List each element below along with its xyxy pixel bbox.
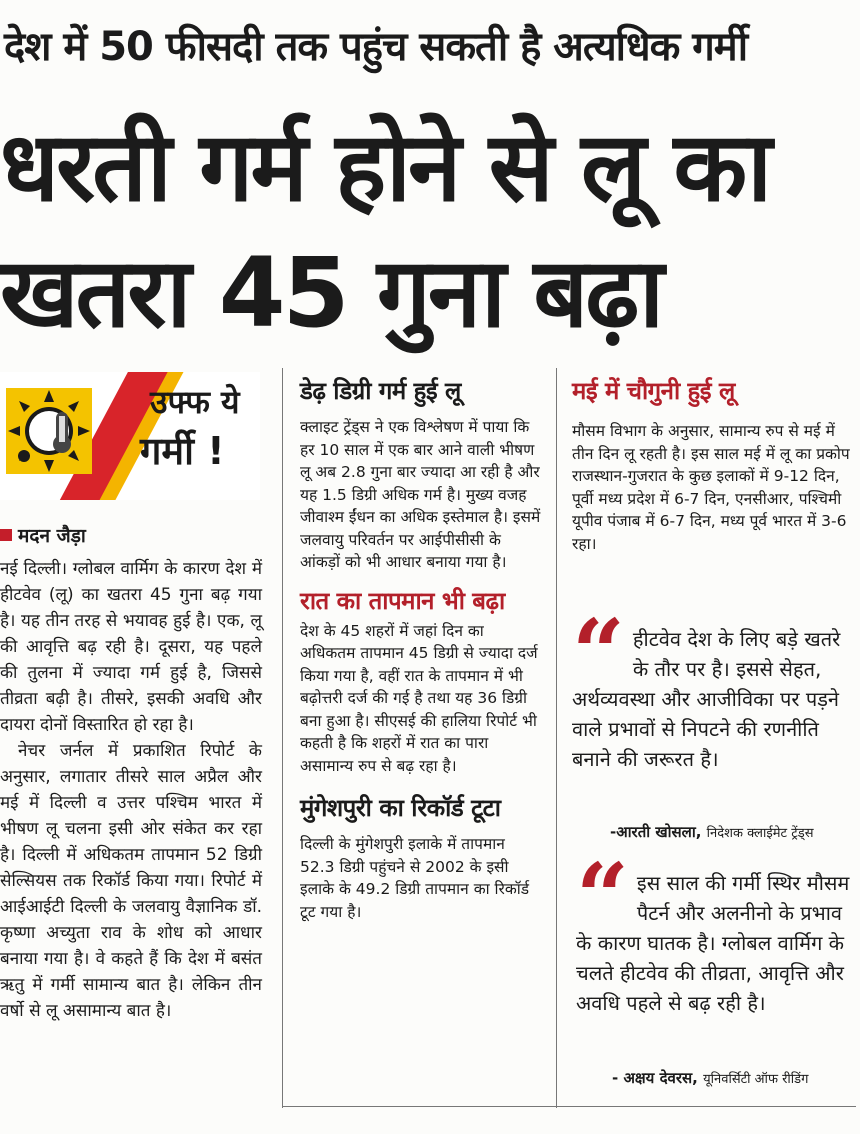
column-3-text: मौसम विभाग के अनुसार, सामान्य रुप से मई में तीन दिन लू रहती है। इस साल मई में लू का प्रकोप राजस्थान-गुजरात के कुछ इलाकों में 9-12 दिन, पूर्वी मध्य प्रदेश में 6-7 दिन, एनसीआर, पश्चिमी यूपीव पंजाब में 6-7 दिन, मध्य पूर्व भारत में 3-6 रहा।: [572, 422, 850, 553]
logo-text-line-2: गर्मी !: [140, 429, 225, 473]
section-heading-3: मुंगेशपुरी का रिकॉर्ड टूटा: [300, 794, 501, 822]
section-heading-2: रात का तापमान भी बढ़ा: [300, 586, 505, 615]
column-3: [572, 376, 850, 555]
section-heading-1: डेढ़ डिग्री गर्म हुई लू: [300, 377, 461, 405]
quote-mark-icon: “: [572, 599, 625, 707]
quote-2-attribution: [612, 1068, 808, 1088]
bottom-rule: [282, 1106, 856, 1107]
quote-1: [572, 599, 854, 774]
main-headline-line-2: खतरा 45 गुना बढ़ा: [0, 237, 662, 349]
quote-1-attribution: [610, 822, 813, 842]
quote-2: [576, 843, 854, 1018]
series-logo: [0, 372, 260, 500]
column-1-body: [0, 556, 262, 1024]
byline: [0, 522, 86, 548]
kicker-headline: देश में 50 फीसदी तक पहुंच सकती है अत्यधिक गर्मी: [4, 24, 748, 70]
column-1-paragraph-1: नई दिल्ली। ग्लोबल वार्मिग के कारण देश में हीटवेव (लू) का खतरा 45 गुना बढ़ गया है। यह तीन तरह से भयावह हुई है। एक, लू की आवृत्ति बढ़ रही है। दूसरा, यह पहले की तुलना में ज्यादा गर्म हुई है, जिससे तीव्रता बढ़ी है। तीसरे, इसकी अवधि और दायरा दोनों विस्तारित हो रहा है।: [0, 559, 262, 735]
column-divider-2: [556, 368, 557, 1108]
section-text-3: दिल्ली के मुंगेशपुरी इलाके में तापमान 52.3 डिग्री पहुंचने से 2002 के इसी इलाके के 49.2 डिग्री तापमान का रिकॉर्ड टूट गया है।: [300, 835, 530, 921]
section-text-2: देश के 45 शहरों में जहां दिन का अधिकतम तापमान 45 डिग्री से ज्यादा दर्ज किया गया है, वहीं रात के तापमान में भी बढ़ोत्तरी दर्ज की गई है तथा यह 36 डिग्री बना हुआ है। सीएसई की हालिया रिपोर्ट भी कहती है कि शहरों में रात का पारा असामान्य रुप से बढ़ रहा है।: [300, 621, 538, 775]
quote-1-text: हीटवेव देश के लिए बड़े खतरे के तौर पर है। इससे सेहत, अर्थव्यवस्था और आजीविका पर पड़ने वाले प्रभावों से निपटने की रणनीति बनाने की जरूरत है।: [572, 627, 841, 771]
column-3-heading: मई में चौगुनी हुई लू: [572, 377, 735, 405]
quote-1-role: निदेशक क्लाईमेट ट्रेंड्स: [706, 826, 814, 841]
byline-square-icon: [0, 529, 12, 541]
column-1-paragraph-2: नेचर जर्नल में प्रकाशित रिपोर्ट के अनुसार, लगातार तीसरे साल अप्रैल और मई में दिल्ली व उत्तर पश्चिम भारत में भीषण लू चलना इसी ओर संकेत कर रहा है। दिल्ली में अधिकतम तापमान 52 डिग्री सेल्सियस तक रिकॉर्ड किया गया। रिपोर्ट में आईआईटी दिल्ली के जलवायु वैज्ञानिक डॉ. कृष्णा अच्युता राव के शोध को आधार बनाया गया है। वे कहते हैं कि देश में बसंत ऋतु में गर्मी सामान्य बात है। लेकिन तीन वर्षो से लू असामान्य बात है।: [0, 741, 262, 1021]
byline-author: मदन जैड़ा: [18, 525, 86, 547]
quote-2-role: यूनिवर्सिटी ऑफ रीडिंग: [703, 1072, 809, 1087]
quote-2-text: इस साल की गर्मी स्थिर मौसम पैटर्न और अलनीनो के प्रभाव के कारण घातक है। ग्लोबल वार्मिग के चलते हीटवेव की तीव्रता, आवृत्ति और अवधि पहले से बढ़ रही है।: [576, 871, 850, 1015]
column-2: [300, 376, 542, 923]
quote-1-name: -आरती खोसला,: [610, 823, 702, 841]
main-headline-line-1: धरती गर्म होने से लू का: [0, 111, 770, 223]
sun-thermometer-icon: [6, 388, 92, 474]
quote-mark-icon: “: [576, 843, 629, 951]
quote-2-name: - अक्षय देवरस,: [612, 1069, 698, 1087]
section-text-1: क्लाइट ट्रेंड्स ने एक विश्लेषण में पाया कि हर 10 साल में एक बार आने वाली भीषण लू अब 2.8 गुना बार ज्यादा आ रही है और यह 1.5 डिग्री अधिक गर्म है। मुख्य वजह जीवाश्म ईंधन का अधिक इस्तेमाल है। इसमें जलवायु परिवर्तन पर आईपीसीसी के आंकड़ों को भी आधार बनाया गया है।: [300, 418, 541, 571]
logo-text-line-1: उफ्फ ये: [150, 383, 240, 421]
column-divider-1: [282, 368, 283, 1108]
